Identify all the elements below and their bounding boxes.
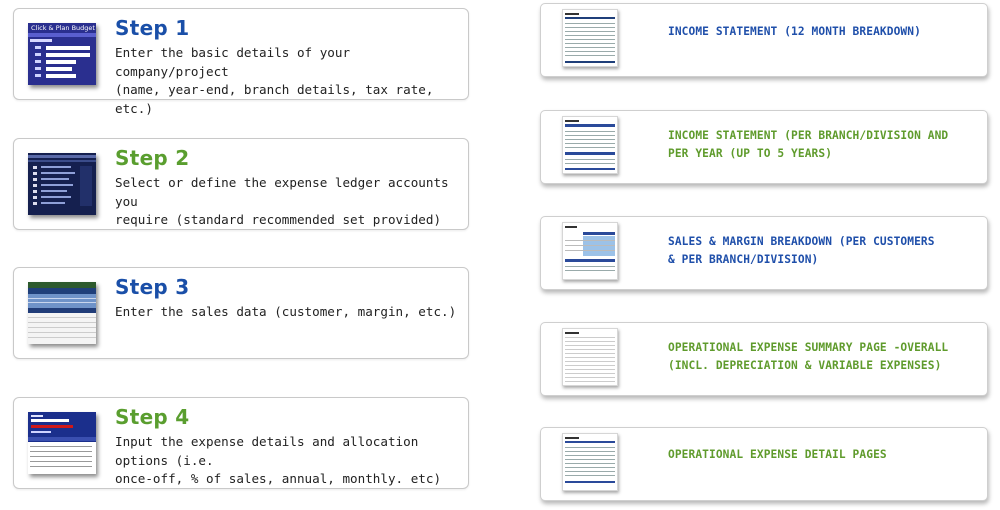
step1-screenshot-thumbnail: [28, 23, 96, 85]
report-thumbnail: [562, 222, 618, 280]
app-logo: Click & Plan Budget: [31, 24, 95, 32]
step-card-3[interactable]: [13, 267, 469, 359]
report-label: [668, 127, 968, 163]
step-card-2[interactable]: [13, 138, 469, 230]
step-title: Step 4: [115, 405, 190, 429]
step-description-line: Select or define the expense ledger accounts you: [115, 175, 449, 209]
step-description-line: Enter the sales data (customer, margin, etc.): [115, 304, 457, 319]
report-label: [668, 23, 968, 41]
report-card-income-statement-per-branch[interactable]: [540, 110, 988, 184]
step2-screenshot-thumbnail: [28, 153, 96, 215]
step-title: Step 3: [115, 275, 190, 299]
step-description-line: (name, year-end, branch details, tax rate, etc.): [115, 82, 434, 116]
report-thumbnail: [562, 116, 618, 174]
step-description-line: Input the expense details and allocation options (i.e.: [115, 434, 419, 468]
report-card-sales-margin-breakdown[interactable]: [540, 216, 988, 290]
step-description: [115, 44, 460, 118]
report-thumbnail: [562, 328, 618, 386]
report-label-line: OPERATIONAL EXPENSE DETAIL PAGES: [668, 448, 887, 461]
report-label-line: INCOME STATEMENT (PER BRANCH/DIVISION AND: [668, 129, 949, 142]
step4-screenshot-thumbnail: [28, 412, 96, 474]
report-card-operational-expense-detail[interactable]: [540, 427, 988, 501]
step-card-1[interactable]: [13, 8, 469, 116]
report-label-line: (INCL. DEPRECIATION & VARIABLE EXPENSES): [668, 359, 942, 372]
step-description: [115, 303, 460, 322]
report-label: [668, 446, 968, 464]
step-description-line: Enter the basic details of your company/project: [115, 45, 351, 79]
report-label-line: OPERATIONAL EXPENSE SUMMARY PAGE -OVERALL: [668, 341, 949, 354]
step-card-4[interactable]: [13, 397, 469, 489]
step-description: [115, 174, 460, 230]
step-title: Step 1: [115, 16, 190, 40]
step3-screenshot-thumbnail: [28, 282, 96, 344]
report-label: [668, 339, 968, 375]
step-description: [115, 433, 460, 489]
report-card-operational-expense-summary[interactable]: [540, 322, 988, 396]
report-label-line: & PER BRANCH/DIVISION): [668, 253, 819, 266]
report-thumbnail: [562, 433, 618, 491]
step-title: Step 2: [115, 146, 190, 170]
step-description-line: once-off, % of sales, annual, monthly. etc): [115, 471, 442, 486]
step-description-line: require (standard recommended set provided): [115, 212, 442, 227]
report-thumbnail: [562, 9, 618, 67]
report-label: [668, 233, 968, 269]
report-label-line: SALES & MARGIN BREAKDOWN (PER CUSTOMERS: [668, 235, 935, 248]
report-label-line: INCOME STATEMENT (12 MONTH BREAKDOWN): [668, 25, 921, 38]
report-card-income-statement-12-month[interactable]: [540, 3, 988, 77]
report-label-line: PER YEAR (UP TO 5 YEARS): [668, 147, 833, 160]
